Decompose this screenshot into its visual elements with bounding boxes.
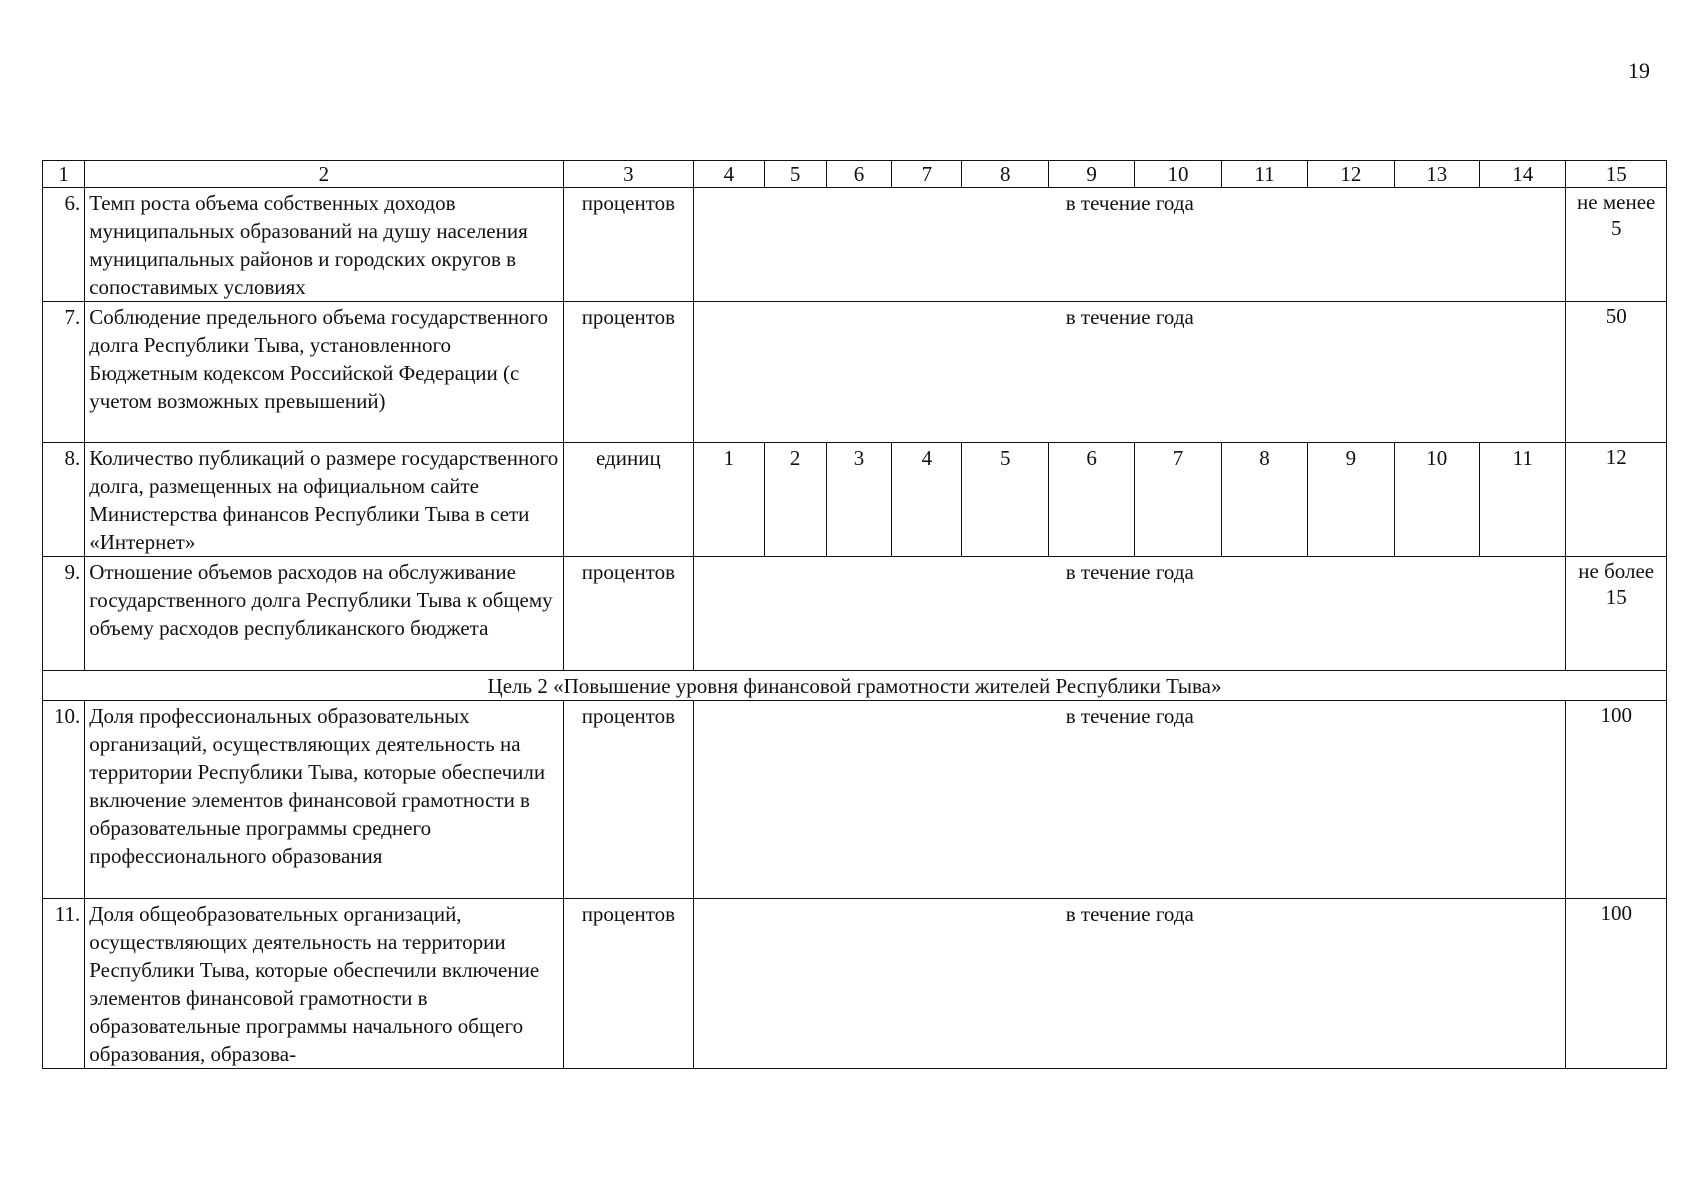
header-cell: 4 — [694, 161, 764, 188]
value-cell: 6 — [1048, 443, 1134, 557]
row-number: 8. — [43, 443, 85, 557]
final-value: 100 — [1566, 701, 1667, 899]
header-cell: 2 — [85, 161, 563, 188]
row-number: 7. — [43, 302, 85, 443]
table-row — [43, 557, 1667, 671]
table-row — [43, 443, 1667, 557]
indicator-name: Темп роста объема собственных доходов муниципальных образований на душу населения муниципальных районов и городских округов в сопоставимых условиях — [85, 188, 563, 302]
indicator-name: Доля общеобразовательных организаций, осуществляющих деятельность на территории Республики Тыва, которые обеспечили включение элементов финансовой грамотности в образовательные программы начального общего образования, образова- — [85, 899, 563, 1069]
value-cell: 2 — [764, 443, 826, 557]
value-cell: 4 — [892, 443, 962, 557]
header-cell: 14 — [1480, 161, 1566, 188]
unit-cell: процентов — [563, 701, 694, 899]
value-cell: 3 — [826, 443, 891, 557]
header-cell: 10 — [1135, 161, 1221, 188]
unit-cell: единиц — [563, 443, 694, 557]
value-cell: 9 — [1308, 443, 1394, 557]
value-cell: 10 — [1394, 443, 1479, 557]
header-cell: 6 — [826, 161, 891, 188]
table-row — [43, 899, 1667, 1069]
header-cell: 12 — [1308, 161, 1394, 188]
unit-cell: процентов — [563, 899, 694, 1069]
value-cell: 11 — [1480, 443, 1566, 557]
indicator-name: Соблюдение предельного объема государственного долга Республики Тыва, установленного Бюджетным кодексом Российской Федерации (с учетом возможных превышений) — [85, 302, 563, 443]
header-cell: 5 — [764, 161, 826, 188]
period-cell: в течение года — [694, 188, 1566, 302]
header-cell: 8 — [962, 161, 1048, 188]
unit-cell: процентов — [563, 188, 694, 302]
table-row — [43, 188, 1667, 302]
final-value: 50 — [1566, 302, 1667, 443]
header-cell: 3 — [563, 161, 694, 188]
indicator-name: Количество публикаций о размере государственного долга, размещенных на официальном сайте Министерства финансов Республики Тыва в сети «Интернет» — [85, 443, 563, 557]
indicator-name: Отношение объемов расходов на обслуживание государственного долга Республики Тыва к общему объему расходов республиканского бюджета — [85, 557, 563, 671]
header-cell: 1 — [43, 161, 85, 188]
value-cell: 8 — [1221, 443, 1307, 557]
header-cell: 9 — [1048, 161, 1134, 188]
goal-title: Цель 2 «Повышение уровня финансовой грамотности жителей Республики Тыва» — [43, 671, 1667, 701]
header-cell: 11 — [1221, 161, 1307, 188]
unit-cell: процентов — [563, 557, 694, 671]
value-cell: 5 — [962, 443, 1048, 557]
goal-row — [43, 671, 1667, 701]
unit-cell: процентов — [563, 302, 694, 443]
indicators-table — [42, 160, 1667, 1069]
period-cell: в течение года — [694, 701, 1566, 899]
table-row — [43, 701, 1667, 899]
final-value: 12 — [1566, 443, 1667, 557]
value-cell: 1 — [694, 443, 764, 557]
header-cell: 13 — [1394, 161, 1479, 188]
period-cell: в течение года — [694, 557, 1566, 671]
row-number: 11. — [43, 899, 85, 1069]
final-value: 100 — [1566, 899, 1667, 1069]
header-row — [43, 161, 1667, 188]
final-value: не более 15 — [1566, 557, 1667, 671]
header-cell: 15 — [1566, 161, 1667, 188]
header-cell: 7 — [892, 161, 962, 188]
period-cell: в течение года — [694, 302, 1566, 443]
indicator-name: Доля профессиональных образовательных организаций, осуществляющих деятельность на территории Республики Тыва, которые обеспечили включение элементов финансовой грамотности в образовательные программы среднего профессионального образования — [85, 701, 563, 899]
final-value: не менее 5 — [1566, 188, 1667, 302]
row-number: 10. — [43, 701, 85, 899]
page-number: 19 — [1628, 58, 1650, 83]
value-cell: 7 — [1135, 443, 1221, 557]
period-cell: в течение года — [694, 899, 1566, 1069]
row-number: 9. — [43, 557, 85, 671]
row-number: 6. — [43, 188, 85, 302]
table-row — [43, 302, 1667, 443]
